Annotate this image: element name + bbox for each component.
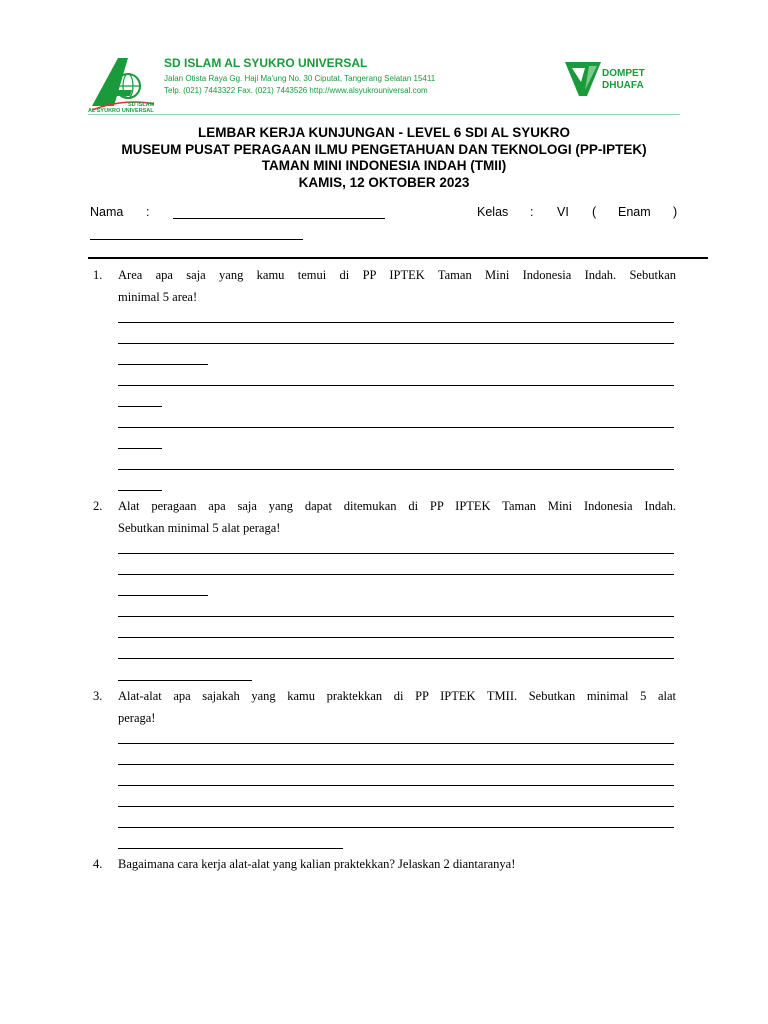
name-field[interactable]	[173, 218, 385, 219]
answer-line[interactable]	[118, 427, 674, 428]
class-close-paren: )	[673, 205, 678, 219]
answer-line[interactable]	[118, 490, 162, 491]
question-text-continued: minimal 5 area!	[118, 290, 198, 304]
answer-line[interactable]	[118, 553, 674, 554]
class-open-paren: (	[592, 205, 597, 219]
class-colon: :	[530, 205, 534, 219]
worksheet-title	[88, 125, 680, 191]
name-field-continued[interactable]	[90, 239, 303, 240]
question-number: 3.	[93, 689, 103, 703]
school-name: SD ISLAM AL SYUKRO UNIVERSAL	[164, 56, 368, 70]
title-line-3: TAMAN MINI INDONESIA INDAH (TMII)	[261, 158, 507, 173]
school-address	[164, 73, 435, 97]
answer-line[interactable]	[118, 806, 674, 807]
class-word: Enam	[618, 205, 651, 219]
question-text-continued: peraga!	[118, 711, 156, 725]
question-number: 1.	[93, 268, 103, 282]
question-text: Alat peragaan apa saja yang dapat ditemukan di PP IPTEK Taman Mini Indonesia Indah.	[118, 499, 676, 513]
class-label: Kelas	[477, 205, 509, 219]
question-text: Area apa saja yang kamu temui di PP IPTEK Taman Mini Indonesia Indah. Sebutkan	[118, 268, 676, 282]
answer-line[interactable]	[118, 637, 674, 638]
answer-line[interactable]	[118, 785, 674, 786]
title-date: KAMIS, 12 OKTOBER 2023	[298, 174, 470, 190]
answer-line[interactable]	[118, 658, 674, 659]
answer-line[interactable]	[118, 343, 674, 344]
answer-line[interactable]	[118, 743, 674, 744]
title-line-1: LEMBAR KERJA KUNJUNGAN - LEVEL 6 SDI AL SYUKRO	[197, 125, 571, 140]
dompet-dhuafa-logo	[563, 58, 603, 98]
answer-line[interactable]	[118, 680, 252, 681]
question-number: 2.	[93, 499, 103, 513]
answer-line[interactable]	[118, 764, 674, 765]
section-divider	[88, 257, 708, 259]
question-text: Alat-alat apa sajakah yang kamu praktekkan di PP IPTEK TMII. Sebutkan minimal 5 alat	[118, 689, 676, 703]
question-text-continued: Sebutkan minimal 5 alat peraga!	[118, 521, 281, 535]
question-text: Bagaimana cara kerja alat-alat yang kalian praktekkan? Jelaskan 2 diantaranya!	[118, 857, 516, 871]
answer-line[interactable]	[118, 322, 674, 323]
contact-line: Telp. (021) 7443322 Fax. (021) 7443526 http://www.alsyukrouniversal.com	[164, 86, 428, 95]
name-colon: :	[146, 205, 150, 219]
answer-line[interactable]	[118, 448, 162, 449]
answer-line[interactable]	[118, 406, 162, 407]
answer-line[interactable]	[118, 469, 674, 470]
letterhead-divider	[88, 114, 680, 115]
answer-line[interactable]	[118, 616, 674, 617]
answer-line[interactable]	[118, 574, 674, 575]
question-number: 4.	[93, 857, 103, 871]
answer-line[interactable]	[118, 595, 208, 596]
name-label: Nama	[90, 205, 124, 219]
class-value: VI	[557, 205, 569, 219]
answer-line[interactable]	[118, 827, 674, 828]
answer-line[interactable]	[118, 364, 208, 365]
partner-name: DOMPET DHUAFA	[602, 68, 645, 91]
answer-line[interactable]	[118, 385, 674, 386]
logo-caption: SD ISLAM AL SYUKRO UNIVERSAL	[88, 102, 155, 114]
address-line: Jalan Otista Raya Gg. Haji Ma'ung No. 30 Ciputat, Tangerang Selatan 15411	[164, 74, 436, 83]
answer-line[interactable]	[118, 848, 343, 849]
title-line-2: MUSEUM PUSAT PERAGAAN ILMU PENGETAHUAN DAN TEKNOLOGI (PP-IPTEK)	[121, 141, 647, 157]
